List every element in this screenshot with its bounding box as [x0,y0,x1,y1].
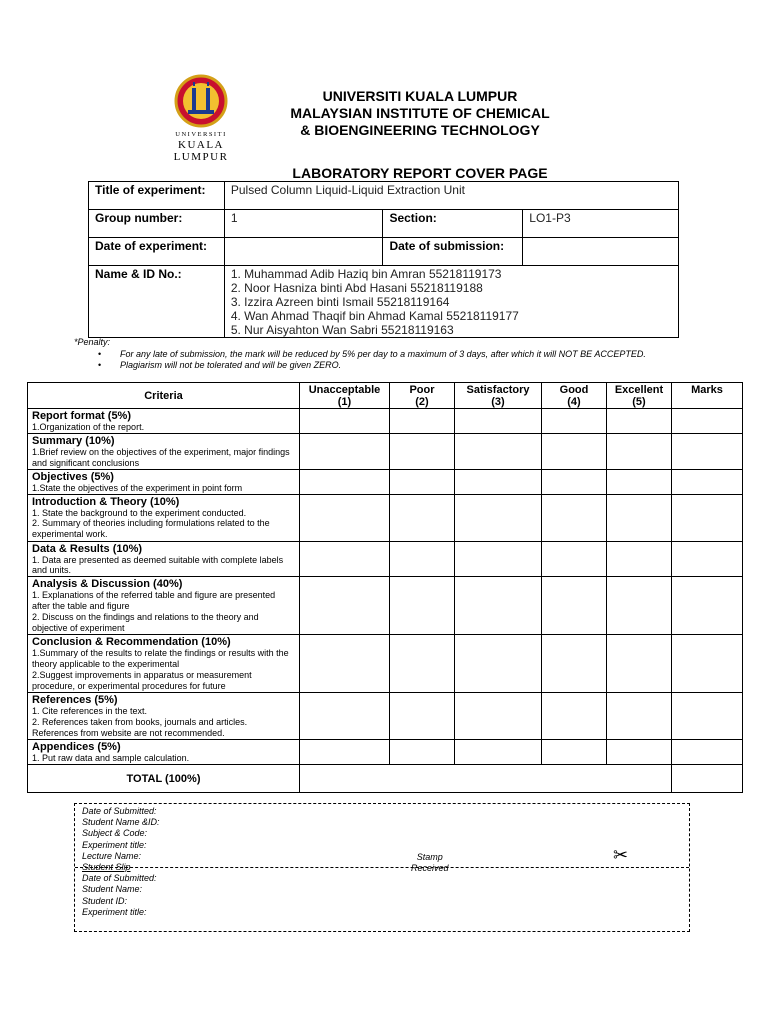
member-1: 1. Muhammad Adib Haziq bin Amran 55218119173 [230,267,502,281]
date-experiment-label: Date of experiment: [89,238,225,266]
penalty-heading: *Penalty: [74,337,111,347]
table-row: Data & Results (10%) 1. Data are presented as deemed suitable with complete labels and units. [28,541,743,577]
student-slip-label: Student Slip [82,862,131,873]
table-row: Report format (5%) 1.Organization of the report. [28,409,743,434]
member-4: 4. Wan Ahmad Thaqif bin Ahmad Kamal 55218119177 [230,309,519,323]
date-submission-value [523,238,679,266]
good-header: Good (4) [542,383,607,409]
report-title: LABORATORY REPORT COVER PAGE [292,165,548,181]
title-label: Title of experiment: [89,182,225,210]
unacceptable-header: Unacceptable (1) [300,383,390,409]
university-logo [168,74,234,166]
name-id-label: Name & ID No.: [89,266,225,338]
total-label: TOTAL (100%) [28,765,300,793]
table-row: Objectives (5%) 1.State the objectives of the experiment in point form [28,469,743,494]
section-label: Section: [383,210,523,238]
excellent-header: Excellent (5) [607,383,672,409]
criteria-header: Criteria [28,383,300,409]
submission-slip [74,803,690,932]
poor-header: Poor (2) [390,383,455,409]
date-experiment-value [224,238,383,266]
total-row [28,765,743,793]
title-value: Pulsed Column Liquid-Liquid Extraction Unit [224,182,678,210]
header-line-3: & BIOENGINEERING TECHNOLOGY [300,122,540,138]
member-5: 5. Nur Aisyahton Wan Sabri 55218119163 [230,323,454,337]
member-2: 2. Noor Hasniza binti Abd Hasani 55218119188 [230,281,483,295]
table-row: References (5%) 1. Cite references in the text. 2. References taken from books, journals and articles. References from website are not recommended. [28,693,743,740]
header-line-1: UNIVERSITI KUALA LUMPUR [322,88,518,104]
table-row: Summary (10%) 1.Brief review on the objectives of the experiment, major findings and significant conclusions [28,434,743,470]
table-row: Introduction & Theory (10%) 1. State the background to the experiment conducted. 2. Summary of theories including formulations related to the experimental work. [28,494,743,541]
logo-text-3: LUMPUR [173,151,229,163]
total-marks [672,765,743,793]
scissors-icon: ✂ [613,845,629,865]
header-line-2: MALAYSIAN INSTITUTE OF CHEMICAL [290,105,550,121]
table-row: Conclusion & Recommendation (10%) 1.Summary of the results to relate the findings or results with the theory applicable to the experimental 2.Suggest improvements in apparatus or measurement procedure, or experimental procedures for future [28,635,743,693]
table-row: Appendices (5%) 1. Put raw data and sample calculation. [28,740,743,765]
group-value: 1 [224,210,383,238]
logo-text-2: KUALA [178,139,224,151]
table-row: Analysis & Discussion (40%) 1. Explanations of the referred table and figure are presented after the table and figure 2. Discuss on the findings and relations to the theory and objective of experiment [28,577,743,635]
cut-line [75,867,689,868]
logo-text-1: UNIVERSITI [175,131,227,138]
member-list [224,266,678,338]
stamp-received: Stamp Received [411,852,449,873]
section-value: LO1-P3 [523,210,679,238]
group-label: Group number: [89,210,225,238]
marks-header: Marks [672,383,743,409]
member-3: 3. Izzira Azreen binti Ismail 55218119164 [230,295,450,309]
satisfactory-header: Satisfactory (3) [455,383,542,409]
date-submission-label: Date of submission: [383,238,523,266]
penalty-notes [74,337,674,372]
penalty-item: • Plagiarism will not be tolerated and will be given ZERO. [98,360,342,370]
penalty-item: • For any late of submission, the mark will be reduced by 5% per day to a maximum of 3 days, after which it will NOT BE ACCEPTED. [98,348,646,359]
total-value [300,765,672,793]
institution-header [230,88,610,139]
rubric-table [27,382,743,793]
experiment-info-table [88,181,679,338]
slip-fields: Date of Submitted: Student Name &ID: Subject & Code: Experiment title: Lecture Name: Student Slip Date of Submitted: Student Name: Student ID: Experiment title: [82,806,160,917]
